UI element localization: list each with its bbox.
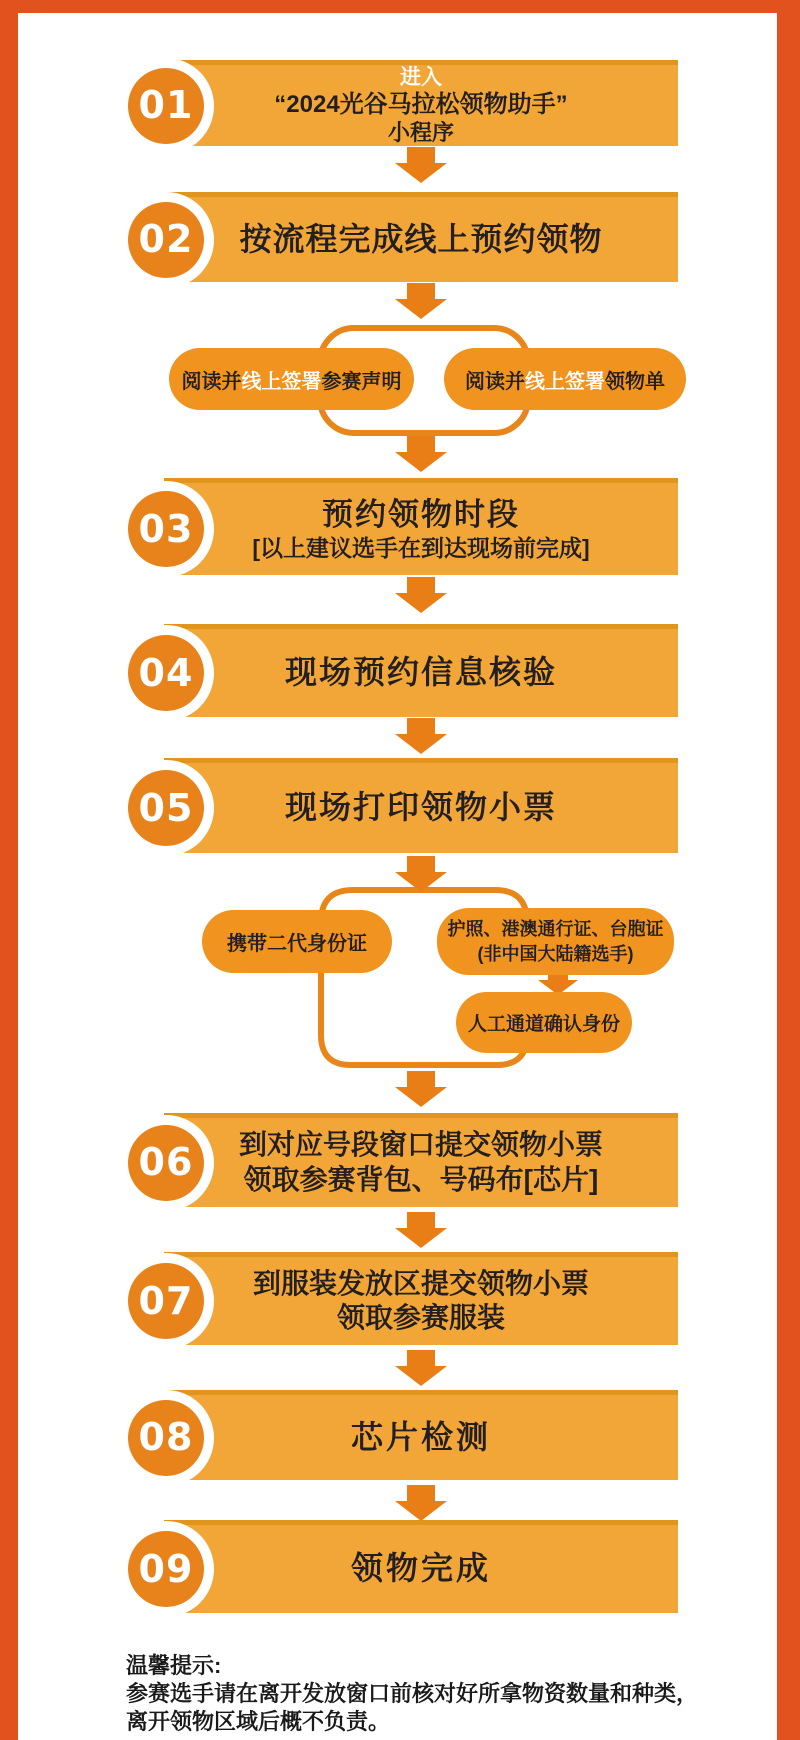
step-07-line2: 领取参赛服装 xyxy=(336,1302,505,1333)
step-05-line1: 现场打印领物小票 xyxy=(284,789,557,826)
step-03-number-badge: 03 xyxy=(128,491,204,567)
step-08-bar xyxy=(138,1390,678,1480)
step-04-line1: 现场预约信息核验 xyxy=(284,654,557,691)
pill-text: 阅读并 xyxy=(181,370,242,393)
flow-arrow-down xyxy=(395,283,447,319)
step-07-number-badge: 07 xyxy=(128,1263,204,1339)
flow-arrow-down xyxy=(395,1212,447,1248)
frame-border-right xyxy=(777,0,800,1740)
step-02-line1: 按流程完成线上预约领物 xyxy=(239,220,603,257)
pill-sign-declaration xyxy=(169,348,414,410)
frame-border-left xyxy=(0,0,18,1740)
pill-id-card xyxy=(202,910,392,973)
pill-text: 人工通道确认身份 xyxy=(467,1014,620,1035)
step-06-bar xyxy=(138,1113,678,1207)
pill-text-highlight: 线上签署 xyxy=(241,370,322,393)
step-08-number-badge: 08 xyxy=(128,1400,204,1476)
footer-note xyxy=(126,1652,706,1736)
step-09-bar xyxy=(138,1520,678,1613)
step-04-number-badge: 04 xyxy=(128,635,204,711)
flow-arrow-down xyxy=(395,1071,447,1107)
step-02-number-badge: 02 xyxy=(128,202,204,278)
step-04-bar xyxy=(138,624,678,717)
flow-arrow-down xyxy=(395,718,447,754)
step-07-bar xyxy=(138,1252,678,1345)
step-01-line1: 进入 xyxy=(400,65,442,89)
flow-arrow-down xyxy=(395,1485,447,1521)
flow-arrow-down xyxy=(395,1350,447,1386)
step-02-bar xyxy=(138,192,678,282)
footer-title: 温馨提示: xyxy=(126,1653,222,1678)
footer-line2: 离开领物区域后概不负责。 xyxy=(126,1709,391,1734)
pill-text-highlight: 线上签署 xyxy=(525,370,605,393)
step-09-line1: 领物完成 xyxy=(350,1550,491,1587)
pill-passport xyxy=(437,908,674,975)
step-01-line2: “2024光谷马拉松领物助手” xyxy=(274,91,568,119)
pill-text: 参赛声明 xyxy=(321,370,402,393)
step-06-number-badge: 06 xyxy=(128,1125,204,1201)
pill-text: 领物单 xyxy=(605,370,665,393)
footer-line1: 参赛选手请在离开发放窗口前核对好所拿物资数量和种类， xyxy=(126,1681,699,1706)
step-01-number-badge: 01 xyxy=(128,68,204,144)
step-05-bar xyxy=(138,758,678,853)
pill-manual-channel xyxy=(456,992,632,1053)
flow-arrow-down xyxy=(395,147,447,183)
pill-text: 护照、港澳通行证、台胞证 xyxy=(447,919,664,940)
pill-text: 携带二代身份证 xyxy=(227,933,367,955)
step-03-line1: 预约领物时段 xyxy=(322,497,520,533)
pill-sign-pickup-form xyxy=(444,348,686,410)
step-03-line2: [以上建议选手在到达现场前完成] xyxy=(252,534,590,561)
step-01-bar xyxy=(138,60,678,146)
frame-border-top xyxy=(0,0,800,13)
step-07-line1: 到服装发放区提交领物小票 xyxy=(252,1267,589,1299)
pill-text: (非中国大陆籍选手) xyxy=(477,943,634,964)
step-06-line1: 到对应号段窗口提交领物小票 xyxy=(238,1129,603,1161)
pill-text: 阅读并 xyxy=(465,370,525,393)
step-03-bar xyxy=(138,478,678,575)
flow-arrow-down xyxy=(395,436,447,472)
step-05-number-badge: 05 xyxy=(128,770,204,846)
step-01-line3: 小程序 xyxy=(387,119,454,145)
step-08-line1: 芯片检测 xyxy=(350,1418,491,1455)
step-09-number-badge: 09 xyxy=(128,1531,204,1607)
step-06-line2: 领取参赛背包、号码布[芯片] xyxy=(243,1163,599,1195)
flow-arrow-down xyxy=(395,577,447,613)
